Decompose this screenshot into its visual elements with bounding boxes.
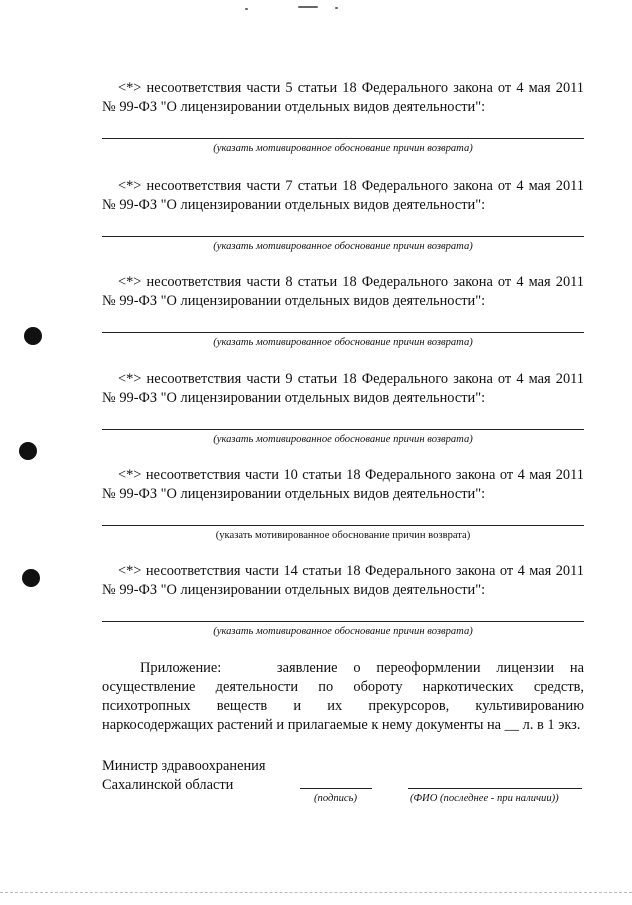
appendix-block [102, 659, 584, 735]
section-text-content: <*> несоответствия части 7 статьи 18 Федерального закона от 4 мая 2011 № 99-ФЗ "О лицензировании отдельных видов деятельности": [102, 178, 584, 213]
appendix-line-3: психотропных веществ и их прекурсоров, культивированию [102, 698, 584, 714]
section-text [102, 562, 584, 600]
signature-block [102, 757, 584, 817]
section-text-content: <*> несоответствия части 9 статьи 18 Федерального закона от 4 мая 2011 № 99-ФЗ "О лицензировании отдельных видов деятельности": [102, 371, 584, 406]
section-part-14 [102, 562, 584, 638]
scan-speck [335, 7, 338, 9]
name-hint: (ФИО (последнее - при наличии)) [410, 793, 559, 804]
punch-hole-mark [19, 442, 37, 460]
section-text-content: <*> несоответствия части 14 статьи 18 Федерального закона от 4 мая 2011 № 99-ФЗ "О лицензировании отдельных видов деятельности": [102, 563, 584, 598]
field-hint: (указать мотивированное обоснование причин возврата) [213, 143, 473, 154]
field-hint: (указать мотивированное обоснование причин возврата) [215, 530, 471, 541]
section-text [102, 79, 584, 117]
fill-in-line [102, 332, 584, 333]
field-hint: (указать мотивированное обоснование причин возврата) [213, 434, 473, 445]
fill-in-line [102, 236, 584, 237]
scan-edge-line [0, 892, 632, 893]
signature-hint: (подпись) [314, 793, 357, 804]
fill-in-line [102, 621, 584, 622]
appendix-line-1 [102, 659, 584, 678]
section-part-10 [102, 466, 584, 542]
scan-speck [245, 8, 248, 10]
appendix-text-1: заявление о переоформлении лицензии на [276, 660, 585, 676]
punch-hole-mark [24, 327, 42, 345]
section-text [102, 273, 584, 311]
section-text [102, 177, 584, 215]
section-text-content: <*> несоответствия части 5 статьи 18 Федерального закона от 4 мая 2011 № 99-ФЗ "О лицензировании отдельных видов деятельности": [102, 80, 584, 115]
section-part-9 [102, 370, 584, 446]
fill-in-line [102, 138, 584, 139]
scan-speck [298, 6, 318, 8]
section-part-7 [102, 177, 584, 253]
appendix-line-2: осуществление деятельности по обороту наркотических средств, [102, 679, 584, 695]
field-hint: (указать мотивированное обоснование причин возврата) [213, 241, 473, 252]
fill-in-line [102, 429, 584, 430]
section-text [102, 466, 584, 504]
name-line [408, 788, 582, 789]
section-text [102, 370, 584, 408]
official-position-line-1: Министр здравоохранения [102, 758, 266, 774]
fill-in-line [102, 525, 584, 526]
section-part-8 [102, 273, 584, 349]
official-position-line-2: Сахалинской области [102, 777, 234, 793]
appendix-line-4: наркосодержащих растений и прилагаемые к нему документы на __ л. в 1 экз. [102, 717, 581, 733]
section-text-content: <*> несоответствия части 10 статьи 18 Федерального закона от 4 мая 2011 № 99-ФЗ "О лицензировании отдельных видов деятельности": [102, 467, 584, 502]
section-text-content: <*> несоответствия части 8 статьи 18 Федерального закона от 4 мая 2011 № 99-ФЗ "О лицензировании отдельных видов деятельности": [102, 274, 584, 309]
signature-line [300, 788, 372, 789]
appendix-label: Приложение: [140, 660, 222, 676]
punch-hole-mark [22, 569, 40, 587]
field-hint: (указать мотивированное обоснование причин возврата) [213, 337, 473, 348]
section-part-5 [102, 79, 584, 155]
field-hint: (указать мотивированное обоснование причин возврата) [213, 626, 473, 637]
